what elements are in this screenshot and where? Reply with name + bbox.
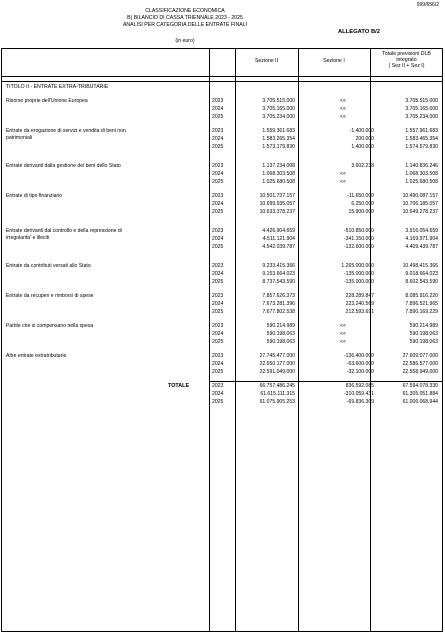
sezione-ii-cell: 1.025.680.508 <box>262 179 295 185</box>
sezione-ii-cell: 27.745.477.000 <box>259 353 295 359</box>
sezione-i-cell: << <box>340 179 346 185</box>
row-label: Entrate derivanti dalla gestione dei beni dello Stato <box>6 163 121 169</box>
sezione-ii-cell: 4.426.904.659 <box>262 228 295 234</box>
sezione-ii-cell: 9.153.664.023 <box>262 271 295 277</box>
totale-cell: 590.198.063 <box>409 331 438 337</box>
totale-cell: 3.916.054.659 <box>405 228 438 234</box>
col-divider-year <box>209 48 210 632</box>
year-cell: 2023 <box>212 228 224 234</box>
year-cell: 2024 <box>212 391 224 397</box>
sezione-ii-cell: 8.737.543.590 <box>262 279 295 285</box>
totale-cell: 4.409.439.787 <box>405 244 438 250</box>
section-title: TITOLO II - ENTRATE EXTRA-TRIBUTARIE <box>6 84 109 90</box>
totale-sezione-i-cell: -69.836.309 <box>346 399 374 405</box>
totale-cell: 1.557.961.683 <box>405 128 438 134</box>
totale-cell: 27.609.077.000 <box>402 353 438 359</box>
row-label: Entrate da erogazione di servizi e vendita di beni non <box>6 128 126 134</box>
year-cell: 2024 <box>212 301 224 307</box>
year-cell: 2024 <box>212 136 224 142</box>
totale-cell: 10.498.415.366 <box>402 263 438 269</box>
year-cell: 2025 <box>212 339 224 345</box>
sezione-ii-cell: 1.583.265.354 <box>262 136 295 142</box>
sezione-ii-cell: 4.511.121.904 <box>262 236 295 242</box>
sezione-ii-cell: 10.699.935.057 <box>259 201 295 207</box>
sezione-i-cell: 200.000 <box>355 136 374 142</box>
col-header-sezione-i: Sezione I <box>323 58 345 64</box>
row-label: Entrate derivanti dal controllo e della repressione di <box>6 228 122 234</box>
totale-cell: 1.574.579.830 <box>405 144 438 150</box>
row-label: irregolarita' e illeciti <box>6 235 50 241</box>
sezione-i-cell: -1.400.000 <box>349 128 374 134</box>
totale-totale-cell: 67.594.078.330 <box>402 383 438 389</box>
sezione-i-cell: 6.250.000 <box>351 201 374 207</box>
row-label: Altre entrate extratributarie <box>6 353 67 359</box>
sezione-i-cell: 1.400.000 <box>351 144 374 150</box>
header-classification: CLASSIFICAZIONE ECONOMICA <box>145 8 225 14</box>
header-divider <box>1 76 443 77</box>
sezione-ii-cell: 3.705.515.000 <box>262 98 295 104</box>
sezione-i-cell: 228.289.847 <box>345 293 374 299</box>
year-cell: 2024 <box>212 201 224 207</box>
sezione-i-cell: 223.240.569 <box>345 301 374 307</box>
row-label: Entrate di tipo finanziario <box>6 193 63 199</box>
year-cell: 2023 <box>212 293 224 299</box>
col-header-totale-1: Totale previsioni DLB <box>382 51 431 57</box>
year-cell: 2025 <box>212 309 224 315</box>
sezione-i-cell: << <box>340 323 346 329</box>
totale-cell: 7.890.169.229 <box>405 309 438 315</box>
totale-sezione-ii-cell: 61.615.111.315 <box>260 391 295 397</box>
sezione-ii-cell: 7.673.281.396 <box>262 301 295 307</box>
sezione-ii-cell: 4.542.039.787 <box>262 244 295 250</box>
sezione-i-cell: << <box>340 98 346 104</box>
totale-sezione-ii-cell: 66.757.486.245 <box>259 383 295 389</box>
totale-cell: 1.583.465.354 <box>405 136 438 142</box>
sezione-i-cell: 3.602.238 <box>351 163 374 169</box>
sezione-i-cell: 212.593.691 <box>345 309 374 315</box>
sezione-ii-cell: 3.705.234.000 <box>262 114 295 120</box>
header-unit: (in euro) <box>175 38 195 44</box>
sezione-ii-cell: 590.214.989 <box>266 323 295 329</box>
sezione-i-cell: -11.650.000 <box>347 193 374 199</box>
sezione-ii-cell: 22.650.177.000 <box>259 361 295 367</box>
totale-cell: 10.706.185.057 <box>402 201 438 207</box>
sezione-i-cell: -135.000.000 <box>343 271 374 277</box>
year-cell: 2025 <box>212 244 224 250</box>
totale-cell: 4.169.971.904 <box>405 236 438 242</box>
year-cell: 2023 <box>212 163 224 169</box>
sezione-ii-cell: 22.591.049.000 <box>259 369 295 375</box>
sezione-ii-cell: 7.677.802.538 <box>262 309 295 315</box>
sezione-ii-cell: 1.068.303.508 <box>262 171 295 177</box>
year-cell: 2025 <box>212 279 224 285</box>
totale-cell: 590.214.989 <box>409 323 438 329</box>
sezione-i-cell: -341.150.000 <box>343 236 374 242</box>
row-label: Risorse proprie dell'Unione Europea <box>6 98 88 104</box>
year-cell: 2025 <box>212 209 224 215</box>
totale-cell: 1.140.836.246 <box>405 163 438 169</box>
sezione-i-cell: -136.400.000 <box>343 353 374 359</box>
sezione-ii-cell: 7.857.626.373 <box>262 293 295 299</box>
sezione-ii-cell: 9.233.415.366 <box>262 263 295 269</box>
year-cell: 2023 <box>212 263 224 269</box>
allegato-label: ALLEGATO B/2 <box>338 29 380 35</box>
totale-cell: 22.586.577.000 <box>402 361 438 367</box>
row-label: patrimoniali <box>6 135 33 141</box>
year-cell: 2025 <box>212 399 224 405</box>
year-cell: 2023 <box>212 128 224 134</box>
year-cell: 2025 <box>212 179 224 185</box>
year-cell: 2023 <box>212 353 224 359</box>
totale-cell: 9.018.664.023 <box>405 271 438 277</box>
year-cell: 2023 <box>212 323 224 329</box>
col-header-sezione-ii: Sezione II <box>254 58 279 64</box>
col-divider-sez1 <box>298 48 299 632</box>
totale-cell: 10.490.087.157 <box>402 193 438 199</box>
row-label: Entrate da recuperi e rimborsi di spese <box>6 293 94 299</box>
totale-cell: 3.705.165.000 <box>405 106 438 112</box>
totale-sezione-ii-cell: 61.075.905.253 <box>259 399 295 405</box>
sezione-i-cell: << <box>340 114 346 120</box>
year-cell: 2024 <box>212 236 224 242</box>
sezione-i-cell: -135.000.000 <box>343 279 374 285</box>
sezione-i-cell: 1.265.000.000 <box>341 263 374 269</box>
totale-cell: 1.025.680.508 <box>405 179 438 185</box>
document-code: 999/656/2 <box>416 2 439 8</box>
totale-cell: 10.649.278.237 <box>402 209 438 215</box>
sezione-ii-cell: 590.198.063 <box>266 331 295 337</box>
totale-totale-cell: 61.305.051.884 <box>402 391 438 397</box>
year-cell: 2024 <box>212 361 224 367</box>
totale-label: TOTALE <box>168 383 190 389</box>
year-cell: 2023 <box>212 383 224 389</box>
totale-cell: 590.198.063 <box>409 339 438 345</box>
sezione-ii-cell: 10.633.378.237 <box>259 209 295 215</box>
totale-totale-cell: 61.006.068.944 <box>402 399 438 405</box>
year-cell: 2025 <box>212 144 224 150</box>
year-cell: 2023 <box>212 98 224 104</box>
col-header-totale-2: integrato <box>396 57 417 63</box>
totale-sezione-i-cell: 836.592.085 <box>345 383 374 389</box>
sezione-i-cell: -510.850.000 <box>343 228 374 234</box>
row-label: Entrate da contributi versati allo Stato <box>6 263 91 269</box>
year-cell: 2024 <box>212 331 224 337</box>
header-bilancio: B) BILANCIO DI CASSA TRIENNALE 2023 - 2025 <box>127 15 243 21</box>
totale-sezione-i-cell: -310.059.431 <box>343 391 374 397</box>
totale-cell: 1.068.303.508 <box>405 171 438 177</box>
row-label: Partite che si compensano nella spesa <box>6 323 94 329</box>
totale-divider <box>209 381 443 382</box>
sezione-ii-cell: 10.501.737.157 <box>259 193 295 199</box>
year-cell: 2024 <box>212 106 224 112</box>
totale-cell: 7.896.521.965 <box>405 301 438 307</box>
sezione-i-cell: 15.900.000 <box>348 209 374 215</box>
sezione-i-cell: -132.600.000 <box>343 244 374 250</box>
sezione-i-cell: -32.100.000 <box>346 369 374 375</box>
sezione-ii-cell: 1.559.361.683 <box>262 128 295 134</box>
sezione-i-cell: << <box>340 106 346 112</box>
year-cell: 2025 <box>212 114 224 120</box>
totale-cell: 22.558.949.000 <box>402 369 438 375</box>
totale-cell: 3.705.515.000 <box>405 98 438 104</box>
year-cell: 2024 <box>212 171 224 177</box>
header-divider-2 <box>1 81 443 82</box>
totale-cell: 8.602.543.590 <box>405 279 438 285</box>
year-cell: 2023 <box>212 193 224 199</box>
sezione-ii-cell: 1.137.234.008 <box>262 163 295 169</box>
totale-cell: 3.705.234.000 <box>405 114 438 120</box>
year-cell: 2025 <box>212 369 224 375</box>
col-header-totale-3: ( Sez II + Sez I) <box>388 63 425 69</box>
sezione-ii-cell: 590.198.063 <box>266 339 295 345</box>
sezione-ii-cell: 1.573.179.830 <box>262 144 295 150</box>
sezione-i-cell: -63.600.000 <box>346 361 374 367</box>
year-cell: 2024 <box>212 271 224 277</box>
header-analisi: ANALISI PER CATEGORIA DELLE ENTRATE FINALI <box>122 22 248 28</box>
sezione-i-cell: << <box>340 339 346 345</box>
sezione-ii-cell: 3.705.165.000 <box>262 106 295 112</box>
sezione-i-cell: << <box>340 171 346 177</box>
sezione-i-cell: << <box>340 331 346 337</box>
totale-cell: 8.085.916.220 <box>405 293 438 299</box>
